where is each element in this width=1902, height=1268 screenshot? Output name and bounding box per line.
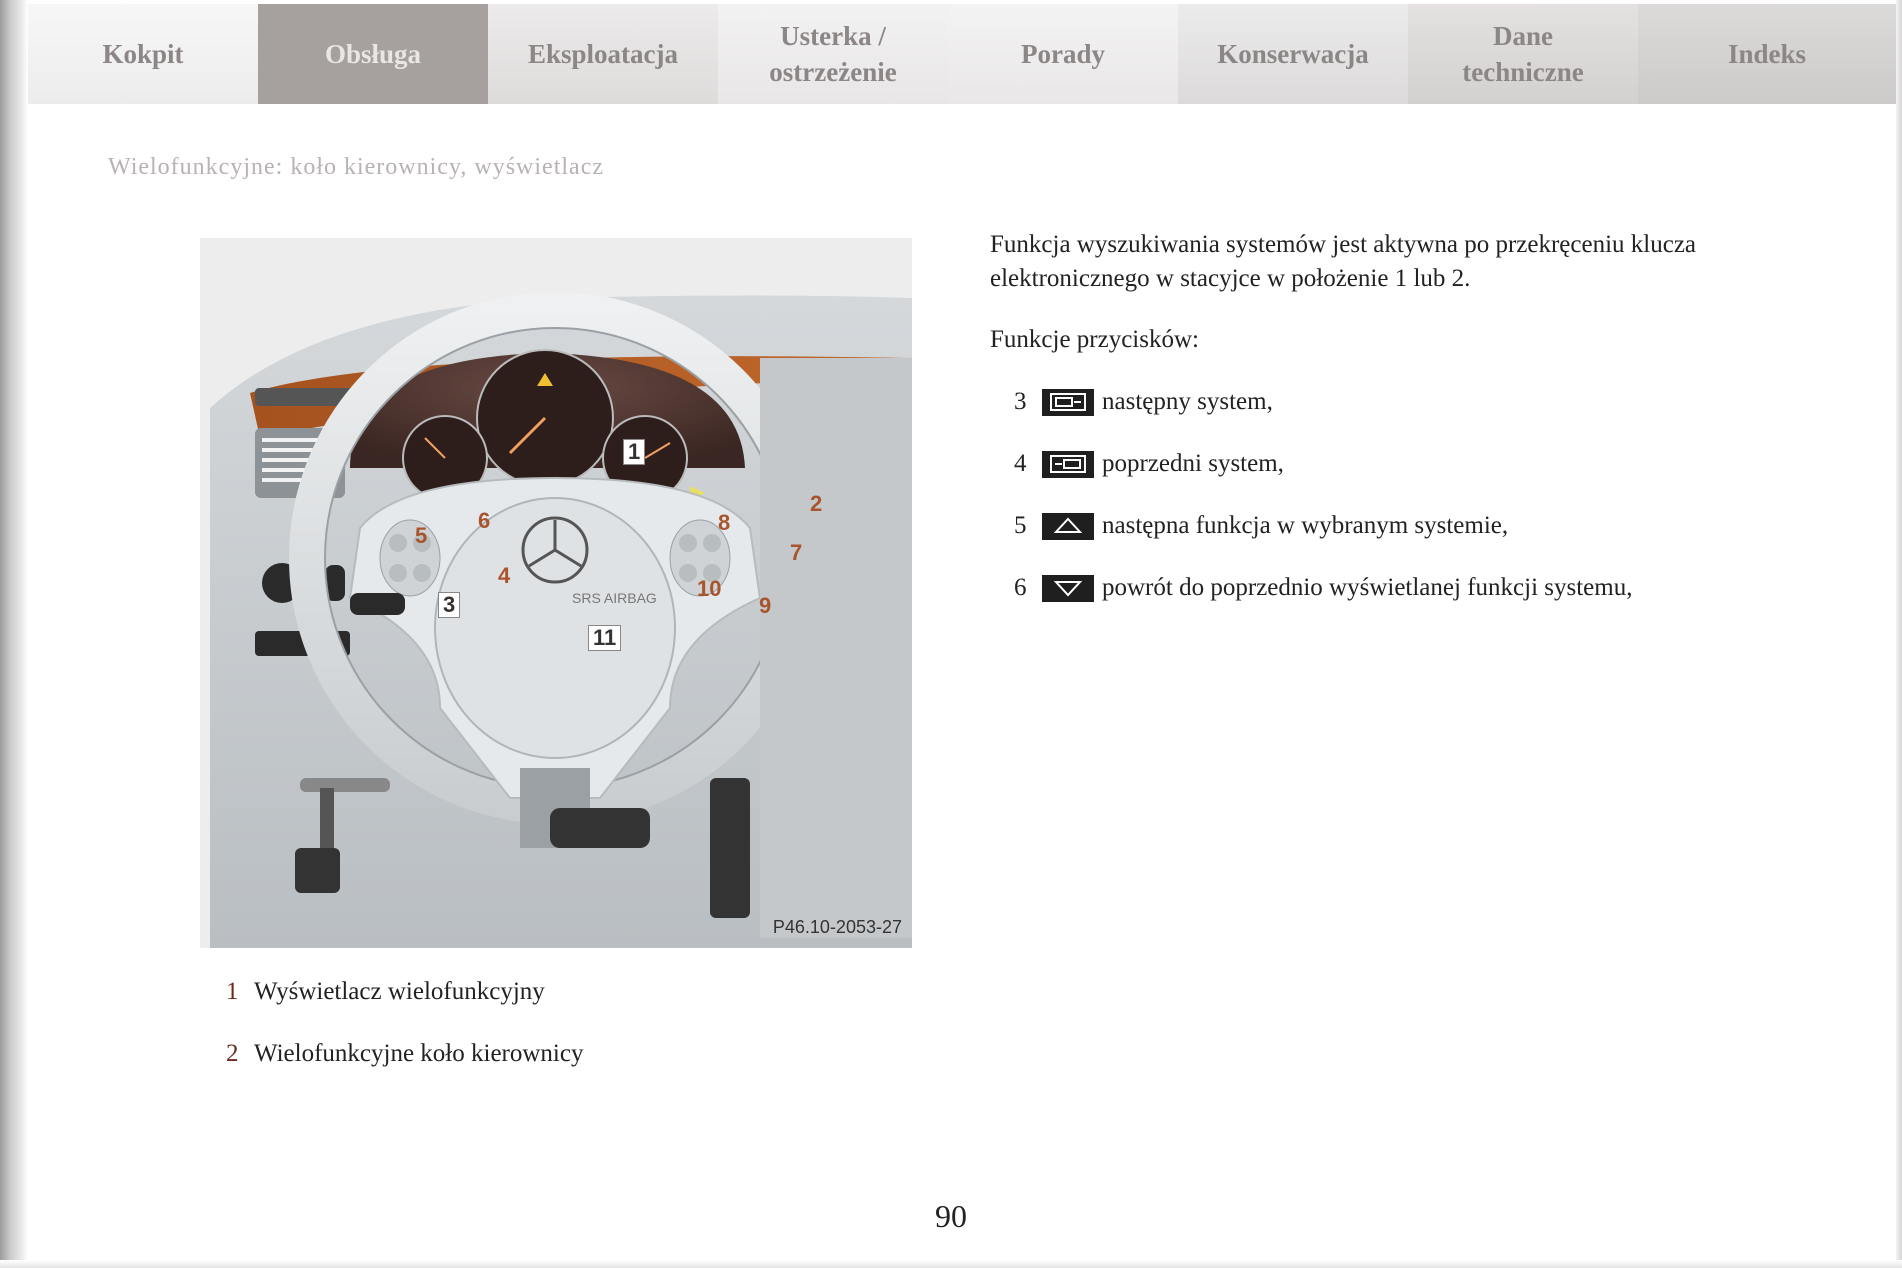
legend-number: 1 [226, 978, 239, 1005]
section-title: Wielofunkcyjne: koło kierownicy, wyświetlacz [108, 154, 605, 180]
callout-8: 8 [718, 510, 731, 535]
callout-6: 6 [478, 508, 491, 533]
tab-konserwacja[interactable]: Konserwacja [1178, 4, 1408, 104]
function-item [1014, 571, 1632, 605]
function-text: powrót do poprzednio wyświetlanej funkcji systemu, [1102, 574, 1633, 601]
functions-heading: Funkcje przycisków: [990, 326, 1199, 353]
function-item [1014, 509, 1508, 543]
tab-indeks[interactable]: Indeks [1638, 4, 1896, 104]
page-bottom-edge [0, 1260, 1902, 1268]
function-number: 4 [1014, 450, 1027, 477]
page-left-edge [0, 0, 28, 1268]
page-right-edge [1896, 0, 1902, 1268]
callout-3: 3 [438, 592, 460, 618]
callout-10: 10 [697, 576, 722, 601]
tab-porady[interactable]: Porady [948, 4, 1178, 104]
up-arrow-icon [1042, 513, 1094, 540]
down-arrow-icon [1042, 575, 1094, 602]
callout-9: 9 [759, 593, 772, 618]
tab-eksploatacja[interactable]: Eksploatacja [488, 4, 718, 104]
callout-5: 5 [415, 523, 428, 548]
previous-system-icon [1042, 451, 1094, 478]
legend-text: Wyświetlacz wielofunkcyjny [254, 978, 545, 1005]
legend-number: 2 [226, 1040, 239, 1067]
next-system-icon [1042, 389, 1094, 416]
figure-code: P46.10-2053-27 [772, 917, 902, 937]
function-text: następny system, [1102, 388, 1273, 415]
airbag-label: SRS AIRBAG [572, 590, 657, 606]
tab-obsluga[interactable]: Obsługa [258, 4, 488, 104]
callout-11: 11 [588, 625, 621, 651]
callout-7: 7 [790, 540, 803, 565]
callout-4: 4 [498, 563, 511, 588]
tab-dane-techniczne[interactable]: Dane techniczne [1408, 4, 1638, 104]
legend-item [226, 978, 545, 1006]
intro-paragraph: Funkcja wyszukiwania systemów jest aktywna po przekręceniu klucza elektronicznego w stacyjce w położenie 1 lub 2. [990, 231, 1697, 292]
function-number: 6 [1014, 574, 1027, 601]
function-text: następna funkcja w wybranym systemie, [1102, 512, 1509, 539]
legend-item [226, 1040, 583, 1068]
function-number: 5 [1014, 512, 1027, 539]
function-item [1014, 447, 1284, 481]
cockpit-drawing [200, 238, 912, 948]
function-text: poprzedni system, [1102, 450, 1284, 477]
tab-usterka-ostrzezenie[interactable]: Usterka / ostrzeżenie [718, 4, 948, 104]
legend-text: Wielofunkcyjne koło kierownicy [254, 1040, 584, 1067]
callout-2: 2 [810, 491, 823, 516]
page-number: 90 [935, 1198, 967, 1234]
callout-1: 1 [623, 439, 645, 465]
function-number: 3 [1014, 388, 1027, 415]
steering-wheel-illustration [200, 238, 912, 948]
tab-kokpit[interactable]: Kokpit [28, 4, 258, 104]
chapter-tabs [28, 4, 1896, 104]
function-item [1014, 385, 1273, 419]
